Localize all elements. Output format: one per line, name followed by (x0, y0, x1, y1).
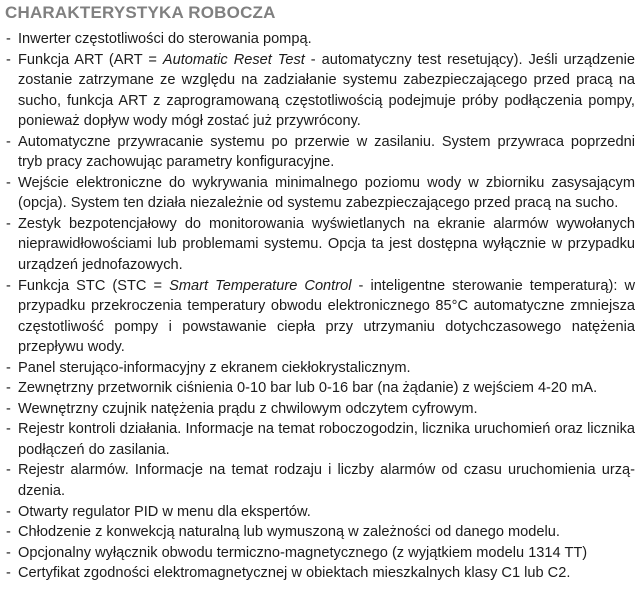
list-item-text: Zewnętrzny przetwornik ciśnienia 0-10 bar lub 0-16 bar (na żądanie) z wejściem 4-20 mA. (18, 380, 598, 397)
list-item (5, 460, 635, 501)
list-item (5, 543, 635, 564)
bullet-dash-icon: - (6, 51, 11, 68)
list-item (5, 502, 635, 523)
bullet-dash-icon: - (6, 544, 11, 561)
list-item (5, 378, 635, 399)
list-item-text: Rejestr alarmów. Informacje na temat rodzaju i liczby alarmów od czasu uruchomienia urządzenia. (18, 462, 635, 500)
list-item (5, 29, 635, 50)
bullet-dash-icon: - (6, 400, 11, 417)
list-item-text: - inteligentne sterowanie temperaturą): w przypadku przekroczenia temperatury obwodu elektronicznego 85°C automatyczne zmniejsza częstotliwość pompy i powstawanie ciepła przy utrzymaniu dotychczasowego natężenia przepływu wody. (18, 277, 636, 356)
list-item (5, 214, 635, 276)
list-item-text: Automatic Reset Test (162, 51, 305, 68)
bullet-dash-icon: - (6, 359, 11, 376)
bullet-dash-icon: - (6, 565, 11, 582)
list-item-text: Smart Temperature Control (169, 277, 352, 294)
page-title: CHARAKTERYSTYKA ROBOCZA (5, 3, 276, 22)
list-item-text: Zestyk bezpotencjałowy do monitorowania wyświetlanych na ekranie alarmów wywołanych nieprawidłowościami lub problemami systemu. Opcja ta jest dostępna wyłącznie w przypadku urządzeń jednofazowych. (18, 215, 635, 274)
bullet-dash-icon: - (6, 524, 11, 541)
bullet-dash-icon: - (6, 462, 11, 479)
list-item-text: Panel sterująco-informacyjny z ekranem ciekłokrystalicznym. (18, 359, 411, 376)
list-item-text: Opcjonalny wyłącznik obwodu termiczno-magnetycznego (z wyjątkiem modelu 1314 TT) (18, 544, 588, 561)
bullet-dash-icon: - (6, 174, 11, 191)
list-item-text: Chłodzenie z konwekcją naturalną lub wymuszoną w zależności od danego modelu. (18, 524, 560, 541)
list-item (5, 399, 635, 420)
list-item-text: Inwerter częstotliwości do sterowania pompą. (18, 31, 312, 47)
list-item (5, 358, 635, 379)
list-item-text: Wejście elektroniczne do wykrywania minimalnego poziomu wody w zbiorniku zasysającym (opcja). System ten działa niezależnie od systemu zabezpieczającego przed pracą na sucho. (18, 174, 635, 212)
list-item (5, 173, 635, 214)
list-item-text: Funkcja ART (ART = (18, 51, 163, 68)
list-item-text: Certyfikat zgodności elektromagnetycznej w obiektach mieszkalnych klasy C1 lub C2. (18, 565, 571, 582)
list-item (5, 419, 635, 460)
bullet-dash-icon: - (6, 31, 11, 47)
list-item (5, 276, 635, 358)
list-item-text: Rejestr kontroli działania. Informacje na temat roboczogodzin, licznika uruchomień oraz licznika podłączeń do zasilania. (18, 421, 635, 458)
bullet-dash-icon: - (6, 380, 11, 397)
bullet-dash-icon: - (6, 503, 11, 520)
feature-list (5, 29, 635, 584)
list-item (5, 563, 635, 584)
list-item-text: Funkcja STC (STC = (18, 277, 170, 294)
bullet-dash-icon: - (6, 133, 11, 150)
list-item (5, 132, 635, 173)
list-item-text: Automatyczne przywracanie systemu po przerwie w zasilaniu. System przywraca poprzedni tryb pracy zachowując parametry konfiguracyjne. (18, 133, 635, 171)
list-item-text: - automatyczny test resetujący). Jeśli urządzenie zostanie zatrzymane ze względu na zadziałanie systemu zabezpieczającego przed pracą na sucho, funkcja ART z zaprogramowaną częstotliwością podejmuje próby podłączenia pompy, ponieważ dopływ wody mógł zostać już przywrócony. (18, 51, 636, 130)
list-item (5, 50, 635, 132)
list-item-text: Wewnętrzny czujnik natężenia prądu z chwilowym odczytem cyfrowym. (18, 400, 478, 417)
bullet-dash-icon: - (6, 215, 11, 232)
bullet-dash-icon: - (6, 421, 11, 438)
list-item (5, 522, 635, 543)
list-item-text: Otwarty regulator PID w menu dla ekspertów. (18, 503, 311, 520)
bullet-dash-icon: - (6, 277, 11, 294)
